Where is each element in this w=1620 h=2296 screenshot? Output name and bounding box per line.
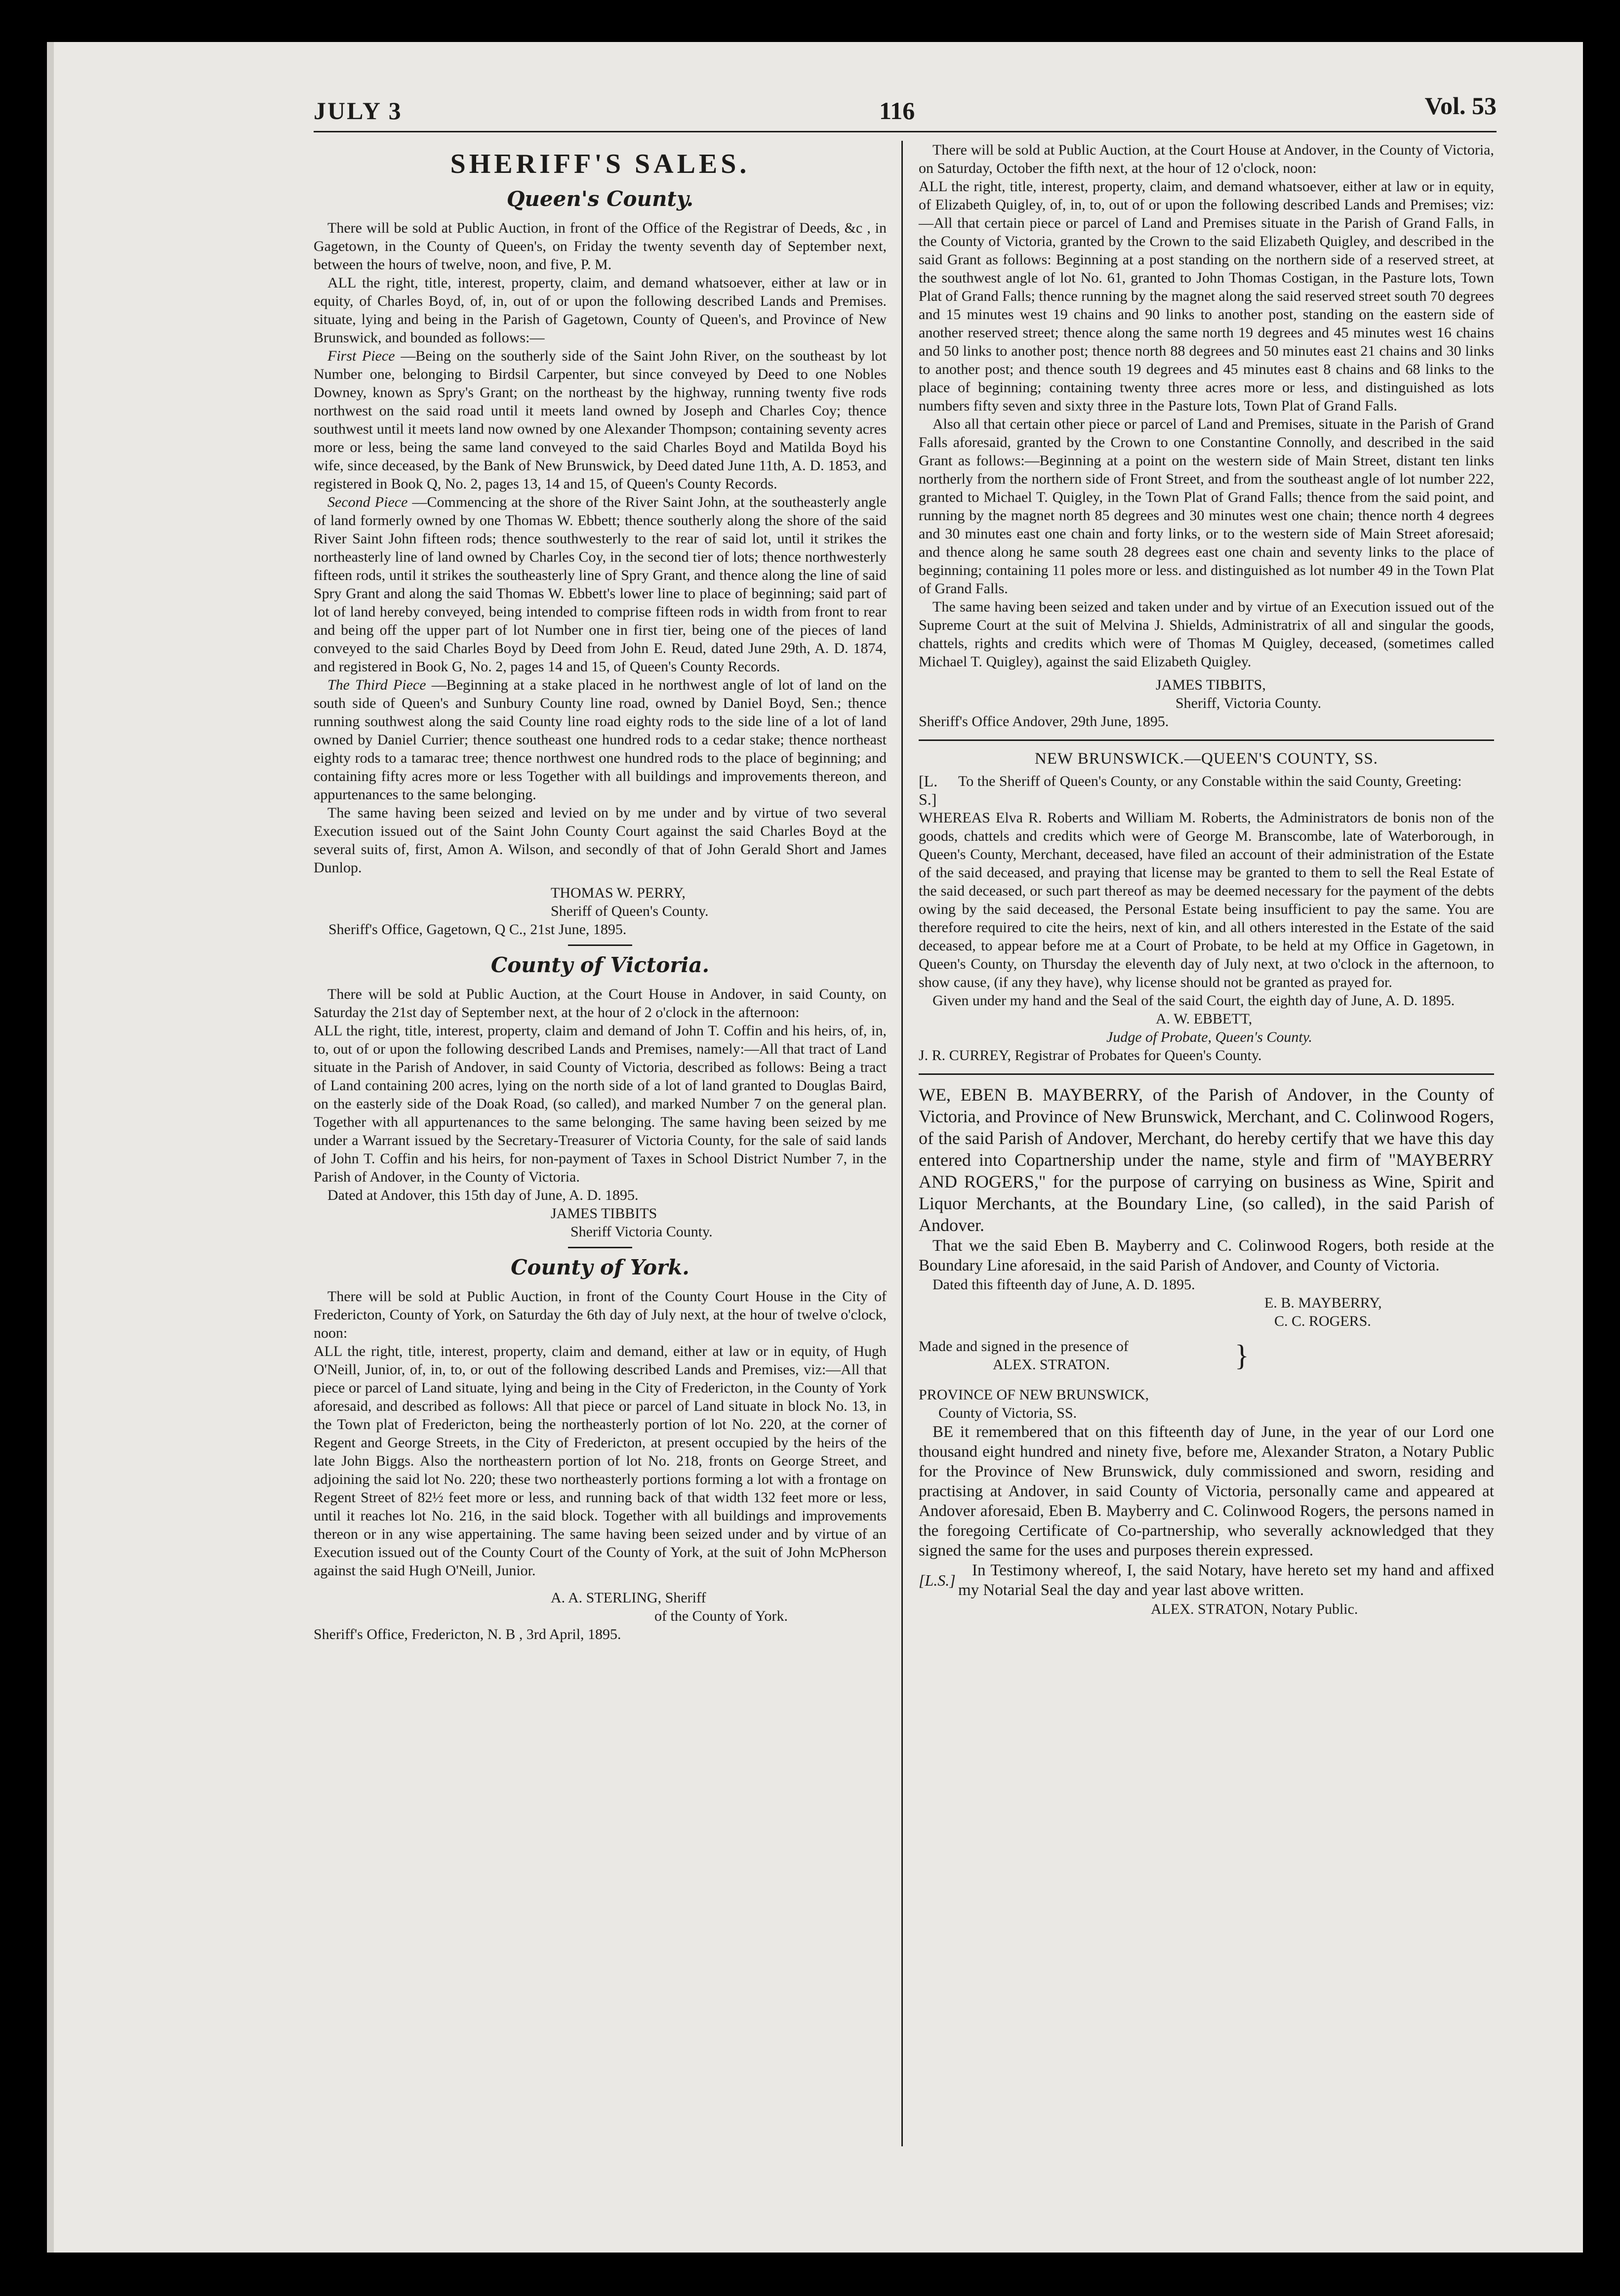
notary-prov1: PROVINCE OF NEW BRUNSWICK, [919, 1387, 1149, 1403]
brace-glyph: } [1235, 1339, 1249, 1372]
notary-sig: ALEX. STRATON, Notary Public. [1151, 1601, 1358, 1617]
first-piece-label: First Piece [327, 348, 395, 364]
notary-body: BE it remembered that on this fifteenth day of June, in the year of our Lord one thousand eight hundred and ninety five, before me, Alexander Straton, a Notary Public for the Province of New Brunswick, duly commissioned and sworn, residing and practising at Andover, in said County of Victoria, personally came and appeared at Andover aforesaid, Eben B. Mayberry and C. Colinwood Rogers, the persons named in the foregoing Certificate of Co-partnership, who severally acknowledged that they signed the same for the uses and purposes therein expressed. [919, 1423, 1494, 1559]
probate-sig-name: A. W. EBBETT, [1156, 1011, 1253, 1027]
witness-block [919, 1337, 1494, 1374]
queens-second-piece [314, 493, 887, 676]
notary-seal-mark: [L.S.] [919, 1571, 956, 1589]
victoria-sig-name: JAMES TIBBITS [551, 1205, 657, 1222]
column-divider [901, 141, 903, 2146]
victoria2-p1: ALL the right, title, interest, property, claim, and demand whatsoever, either at law or in equity, of Elizabeth Quigley, of, in, to, out of or upon the following described Lands and Premises; viz:—All that certain piece or parcel of Land and Premises situate in the Parish of Grand Falls, in the County of Victoria, granted by the Crown to the said Elizabeth Quigley, and described in the said Grant as follows: Beginning at a post standing on the northern side of a reserved street, at the southwest angle of lot No. 61, granted to John Thomas Costigan, in the Pasture lots, Town Plat of Grand Falls; thence running by the magnet along the said reserved street south 70 degrees and 15 minutes west 19 chains and 90 links to another post, standing on the eastern side of another reserved street; thence along the same north 19 degrees and 45 minutes west 16 chains and 50 links to another post; thence north 88 degrees and 50 minutes east 21 chains and 30 links to another post; and thence south 19 degrees and 45 minutes east 8 chains and 68 links to the place of beginning; containing twenty three acres more or less, and distinguished as lots numbers fifty seven and sixty three in the Pasture lots, Town Plat of Grand Falls. [919, 178, 1494, 414]
probate-given: Given under my hand and the Seal of the said Court, the eighth day of June, A. D. 1895. [932, 992, 1455, 1009]
queens-county-heading: Queen's County. [506, 187, 694, 211]
york-sig-name: A. A. STERLING, Sheriff [551, 1590, 706, 1606]
short-rule [568, 944, 632, 946]
york-p1: ALL the right, title, interest, property, claim and demand, either at law or in equity, of Hugh O'Neill, Junior, of, in, to, or out of the following described Lands and Premises, viz:—All that piece or parcel of Land situate, lying and being in the City of Fredericton, in the County of York aforesaid, and described as follows: All that piece or parcel of Land situate in block No. 13, in the Town plat of Fredericton, being the northeasterly portion of lot No. 220, at the corner of Regent and George Streets, in the City of Fredericton, at present occupied by the heirs of the late John Biggs. Also the northeastern portion of lot No. 218, fronts on George Street, and adjoining the said lot No. 220; these two northeasterly portions forming a lot with a frontage on Regent Street of 82½ feet more or less, and running back of that width 132 feet more or less, until it reaches lot No. 216, in the said block. Together with all buildings and improvements thereon or in any wise appertaining. The same having been seized under and by virtue of an Execution issued out of the County Court of the County of York, at the suit of John McPherson against the said Hugh O'Neill, Junior. [314, 1343, 887, 1579]
york-county-heading: County of York. [511, 1255, 689, 1279]
section-rule [919, 739, 1494, 741]
queens-intro: There will be sold at Public Auction, in front of the Office of the Registrar of Deeds, &c , in Gagetown, in the County of Queen's, on Friday the twenty seventh day of September next, between the hours of twelve, noon, and five, P. M. [314, 220, 887, 273]
left-column [314, 141, 887, 1643]
york-sig-title: of the County of York. [654, 1608, 788, 1624]
first-piece-text: —Being on the southerly side of the Saint John River, on the southeast by lot Number one, belonging to Birdsil Carpenter, but since conveyed by Deed to one Nobles Downey, known as Spry's Grant; on the northeast by the highway, running twenty five rods northwest on the said road until it meets land owned by Joseph and Charles Coy; thence southwest until it meets land now owned by one Alexander Thompson; containing seventy acres more or less, being the same land conveyed to the said Charles Boyd and Matilda Boyd his wife, since deceased, by the Bank of New Brunswick, by Deed dated June 11th, A. D. 1853, and registered in Book Q, No. 2, pages 13, 14 and 15, of Queen's County Records. [314, 348, 887, 492]
victoria-county-heading: County of Victoria. [490, 953, 710, 977]
section-rule [919, 1073, 1494, 1075]
probate-seal-mark: [L. S.] [919, 772, 938, 808]
queens-sig-title: Sheriff of Queen's County. [551, 903, 709, 919]
queens-p1: ALL the right, title, interest, property, claim, and demand whatsoever, either at law or in equity, of Charles Boyd, of, in, out of or upon the following described Lands and Premises. situate, lying and being in the Parish of Gagetown, County of Queen's, and Province of New Brunswick, and bounded as follows:— [314, 275, 887, 346]
notary-testimony: In Testimony whereof, I, the said Notary, have hereto set my hand and affixed my Notarial Seal the day and year last above written. [958, 1561, 1494, 1599]
queens-third-piece [314, 676, 887, 804]
queens-seized: The same having been seized and levied on by me under and by virtue of two several Execution issued out of the Saint John County Court against the said Charles Boyd at the several suits of, first, Amon A. Wilson, and secondly of that of John Gerald Short and James Dunlop. [314, 805, 887, 876]
victoria-dated: Dated at Andover, this 15th day of June, A. D. 1895. [327, 1187, 639, 1203]
queens-sig-office: Sheriff's Office, Gagetown, Q C., 21st June, 1895. [328, 921, 627, 938]
page-gutter [47, 42, 54, 2253]
victoria2-intro: There will be sold at Public Auction, at the Court House at Andover, in the County of Victoria, on Saturday, October the fifth next, at the hour of 12 o'clock, noon: [919, 142, 1494, 176]
header-rule [314, 131, 1497, 132]
victoria2-sig-title: Sheriff, Victoria County. [1175, 695, 1322, 711]
sheriffs-sales-title: SHERIFF'S SALES. [450, 149, 750, 179]
partnership-intro: WE, EBEN B. MAYBERRY, of the Parish of Andover, in the County of Victoria, and Province of New Brunswick, Merchant, and C. Colinwood Rogers, of the said Parish of Andover, Merchant, do hereby certify that we have this day entered into Copartnership under the name, style and firm of "MAYBERRY AND ROGERS," for the purpose of carrying on business as Wine, Spirit and Liquor Merchants, at the Boundary Line, (so called), in the said Parish of Andover. [919, 1085, 1494, 1235]
newspaper-page [47, 42, 1583, 2253]
header-date: JULY 3 [314, 97, 403, 124]
short-rule [568, 1247, 632, 1248]
partnership-sig1: E. B. MAYBERRY, [1264, 1295, 1382, 1311]
probate-to: To the Sheriff of Queen's County, or any Constable within the said County, Greeting: [958, 773, 1462, 789]
victoria-p1: ALL the right, title, interest, property, claim and demand of John T. Coffin and his heirs, of, in, to, out of or upon the following described Lands and Premises, namely:—All that tract of Land situate in the Parish of Andover, in said County of Victoria, described as follows: Being a tract of Land containing 200 acres, lying on the north side of a lot of land granted to Douglas Baird, on the easterly side of the Doak Road, (so called), and marked Number 7 on the general plan. Together with all appurtenances to the same belonging. The same having been seized by me under a Warrant issued by the Secretary-Treasurer of Victoria County, for the sale of said lands of John T. Coffin and his heirs, for non-payment of Taxes in School District Number 7, in the Parish of Andover, in the County of Victoria. [314, 1023, 887, 1185]
partnership-sig2: C. C. ROGERS. [1274, 1313, 1371, 1329]
header-volume: Vol. 53 [1424, 92, 1497, 120]
partnership-made: Made and signed in the presence of [919, 1338, 1129, 1354]
notary-prov2: County of Victoria, SS. [938, 1405, 1077, 1421]
victoria-intro: There will be sold at Public Auction, at the Court House in Andover, in said County, on Saturday the 21st day of September next, at the hour of 2 o'clock in the afternoon: [314, 986, 887, 1021]
york-intro: There will be sold at Public Auction, in front of the County Court House in the City of Fredericton, County of York, on Saturday the 6th day of July next, at the hour of twelve o'clock, noon: [314, 1288, 887, 1341]
queens-sig-name: THOMAS W. PERRY, [551, 885, 686, 901]
victoria2-sig-name: JAMES TIBBITS, [1156, 677, 1266, 693]
page-content [314, 92, 1497, 2171]
probate-heading: NEW BRUNSWICK.—QUEEN'S COUNTY, SS. [1034, 750, 1378, 768]
second-piece-label: Second Piece [327, 494, 408, 510]
probate-sig-title: Judge of Probate, Queen's County. [1106, 1029, 1312, 1045]
notary-ls-row [919, 1560, 1494, 1600]
second-piece-text: —Commencing at the shore of the River Saint John, at the southeasterly angle of land formerly owned by one Thomas W. Ebbett; thence southerly along the shore of the said River Saint John fifteen rods; thence southwesterly to the rear of said lot, until it strikes the northeasterly line of land owned by Charles Coy, in the second tier of lots; thence northwesterly fifteen rods, until it strikes the southeasterly line of Spry Grant, and thence along the line of said Spry Grant and along the said Thomas W. Ebbett's lower line to place of beginning; said part of lot of land hereby conveyed, being intended to comprise fifteen rods in width from front to rear and being off the upper part of lot Number one in first tier, being one of the pieces of land conveyed to the said Charles Boyd by Deed from John E. Reud, dated June 29th, A. D. 1874, and registered in Book G, No. 2, pages 14 and 15, of Queen's County Records. [314, 494, 887, 675]
right-column [919, 141, 1494, 1618]
third-piece-text: —Beginning at a stake placed in he northwest angle of lot of land on the south side of Queen's and Sunbury County line road, owned by Daniel Boyd, Sen.; thence running southwest along the said County line road eighty rods to the side line of a lot of land owned by Daniel Currier; thence southeast one hundred rods to a cedar stake; thence northeast eighty rods to a tamarac tree; thence northwest one hundred rods to the place of beginning; and containing fifty acres more or less Together with all buildings and improvements thereon, and appurtenances to the same belonging. [314, 677, 887, 803]
victoria2-sig-office: Sheriff's Office Andover, 29th June, 1895. [919, 713, 1169, 730]
victoria2-p2: Also all that certain other piece or parcel of Land and Premises, situate in the Parish of Grand Falls aforesaid, granted by the Crown to one Constantine Connolly, and described in the said Grant as follows:—Beginning at a point on the western side of Main Street, distant ten links northerly from the northern side of Front Street, and from the southeast angle of lot number 222, granted to Michael T. Quigley, in the Town Plat of Grand Falls; thence from the said point, and running by the magnet north 85 degrees and 30 minutes west one chain; thence north 4 degrees and 30 minutes east one chain and forty links, or to the western side of Main Street aforesaid; and thence along he same south 28 degrees east one chain and seventy links to the place of beginning; containing 11 poles more or less. and distinguished as lot number 49 in the Town Plat of Grand Falls. [919, 416, 1494, 597]
partnership-dated: Dated this fifteenth day of June, A. D. 1895. [932, 1276, 1195, 1293]
header-page-number: 116 [879, 97, 915, 124]
victoria-sig-title: Sheriff Victoria County. [570, 1224, 713, 1240]
victoria2-p3: The same having been seized and taken under and by virtue of an Execution issued out of the Supreme Court at the suit of Melvina J. Shields, Administratrix of all and singular the goods, chattels, rights and credits which were of Thomas M Quigley, deceased, (sometimes called Michael T. Quigley), against the said Elizabeth Quigley. [919, 599, 1494, 670]
partnership-witness: ALEX. STRATON. [993, 1356, 1110, 1373]
third-piece-label: The Third Piece [327, 677, 426, 693]
page-header [314, 92, 1497, 126]
partnership-p2: That we the said Eben B. Mayberry and C. Colinwood Rogers, both reside at the Boundary Line aforesaid, in the said Parish of Andover, and County of Victoria. [919, 1237, 1494, 1274]
york-sig-office: Sheriff's Office, Fredericton, N. B , 3rd April, 1895. [314, 1626, 621, 1642]
queens-first-piece [314, 347, 887, 493]
probate-ls-row [919, 772, 1494, 809]
probate-body: WHEREAS Elva R. Roberts and William M. Roberts, the Administrators de bonis non of the goods, chattels and credits which were of George M. Branscombe, late of Waterborough, in Queen's County, Merchant, deceased, have filed an account of their administration of the Estate of the said deceased, and praying that license may be granted to them to sell the Real Estate of the said deceased, or such part thereof as may be deemed necessary for the payment of the debts owing by the said deceased, the Personal Estate being insufficient to pay the same. You are therefore required to cite the heirs, next of kin, and all others interested in the Estate of the said deceased, to appear before me at a Court of Probate, to be held at my Office in Gagetown, in Queen's County, on Thursday the eleventh day of July next, at two o'clock in the afternoon, to show cause, (if any they have), why license should not be granted as prayed for. [919, 810, 1494, 990]
probate-registrar: J. R. CURREY, Registrar of Probates for Queen's County. [919, 1047, 1262, 1064]
